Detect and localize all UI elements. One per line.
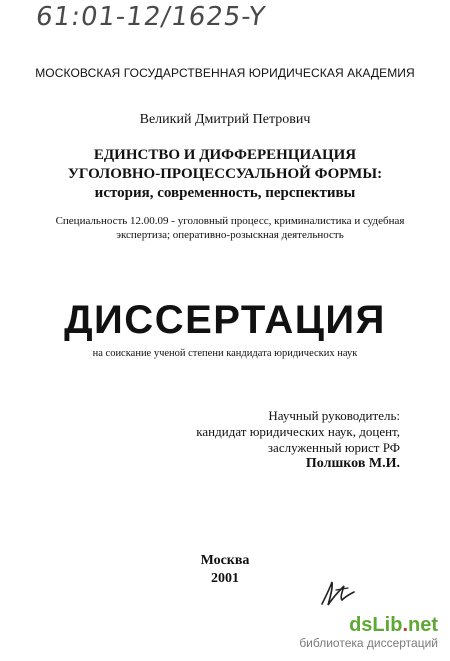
author-name: Великий Дмитрий Петрович: [139, 112, 311, 127]
speciality: [40, 214, 420, 242]
institution-name: МОСКОВСКАЯ ГОСУДАРСТВЕННАЯ ЮРИДИЧЕСКАЯ АКАДЕМИЯ: [35, 66, 415, 80]
logo-tld: net: [408, 614, 438, 636]
title-line-1: ЕДИНСТВО И ДИФФЕРЕНЦИАЦИЯ: [93, 147, 357, 163]
document-type-heading: ДИССЕРТАЦИЯ: [64, 298, 386, 342]
city: Москва: [200, 553, 250, 568]
watermark: [299, 614, 438, 650]
supervisor-line-3: заслуженный юрист РФ: [267, 440, 400, 455]
supervisor-line-1: Научный руководитель:: [268, 408, 400, 423]
supervisor-name: Полшков М.И.: [305, 456, 400, 471]
thesis-title: [0, 146, 450, 203]
dslib-logo: [299, 614, 438, 636]
scientific-supervisor: [196, 408, 400, 472]
handwritten-catalog-number: 61:01-12/1625-Y: [33, 2, 268, 32]
degree-sought: на соискание ученой степени кандидата юридических наук: [92, 348, 358, 359]
logo-main: dsLib: [349, 614, 403, 636]
logo-dot: .: [402, 614, 408, 636]
speciality-line-1: Специальность 12.00.09 - уголовный процесс, криминалистика и судебная: [55, 215, 405, 227]
watermark-subtitle: библиотека диссертаций: [299, 636, 438, 650]
place-and-year: [0, 552, 450, 588]
signature-icon: [318, 578, 358, 608]
title-line-3: история, современность, перспективы: [94, 185, 356, 201]
speciality-line-2: экспертиза; оперативно-розыскная деятельность: [116, 229, 344, 241]
year: 2001: [211, 571, 239, 586]
supervisor-line-2: кандидат юридических наук, доцент,: [196, 424, 400, 439]
title-line-2: УГОЛОВНО-ПРОЦЕССУАЛЬНОЙ ФОРМЫ:: [67, 166, 383, 182]
